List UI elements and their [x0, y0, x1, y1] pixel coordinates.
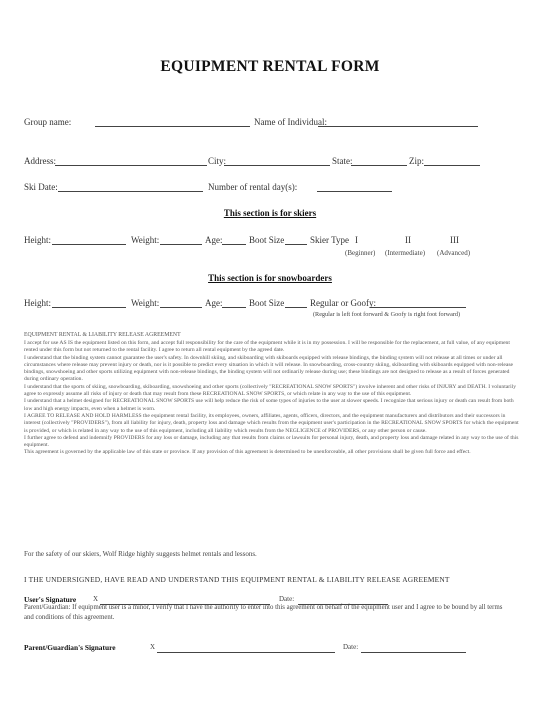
- users-signature-x: X: [93, 595, 99, 603]
- users-signature-label: User's Signature: [24, 595, 77, 604]
- acknowledgement: I THE UNDERSIGNED, HAVE READ AND UNDERSTAND THIS EQUIPMENT RENTAL & LIABILITY RELEASE AGREEMENT: [24, 575, 450, 584]
- guardian-date-label: Date:: [343, 643, 359, 651]
- state-label: State:: [332, 156, 353, 166]
- group-name-field[interactable]: [95, 126, 250, 127]
- guardian-authority-text: Parent/Guardian: If equipment user is a minor, I verify that I have the authority to enter into this agreement on behalf of the equipment user and I agree to be bound by all terms and conditions of this agreement.: [24, 604, 503, 621]
- agreement-paragraph: I understand that the binding system cannot guarantee the user's safety. In downhill skiing, and skiboarding with skiboards equipped with release bindings, the binding system will not release at all times or under all circumstances where release may prevent injury or death, nor is it possible to predict every situation in which it will release. In snowboarding, cross-country skiing, skiboarding with skiboards equipped with non-release bindings, snowshoeing and other sports utilizing equipment with non-release bindings, the binding system will not ordinarily release during use; these bindings are not designed to release as a result of forces generated during ordinary operation.: [24, 354, 514, 383]
- state-field[interactable]: [351, 165, 407, 166]
- skier-height-field[interactable]: [52, 244, 126, 245]
- address-field[interactable]: [55, 165, 207, 166]
- guardian-signature-field[interactable]: [157, 652, 335, 653]
- ski-date-field[interactable]: [58, 191, 203, 192]
- stance-label: Regular or Goofy:: [310, 298, 376, 308]
- group-name-label: Group name:: [24, 117, 72, 127]
- snowboarder-boot-size-label: Boot Size: [249, 298, 285, 308]
- individual-name-label: Name of Individual:: [254, 117, 327, 127]
- snowboarder-weight-label: Weight:: [131, 298, 160, 308]
- individual-name-field[interactable]: [318, 126, 478, 127]
- skier-level-3-name: (Advanced): [437, 249, 471, 257]
- ski-date-label: Ski Date:: [24, 182, 58, 192]
- city-label: City:: [208, 156, 227, 166]
- zip-field[interactable]: [424, 165, 480, 166]
- snowboarder-age-label: Age:: [205, 298, 223, 308]
- rental-days-label: Number of rental day(s):: [208, 182, 298, 192]
- users-date-label: Date:: [279, 595, 295, 603]
- skier-level-3[interactable]: III: [450, 235, 459, 245]
- agreement-paragraph: I understand that a helmet designed for RECREATIONAL SNOW SPORTS use will help reduce the risk of some types of injuries to the user at slower speeds. I recognize that serious injury or death can result from both low and high energy impacts, even when a helmet is worn.: [24, 398, 514, 412]
- zip-label: Zip:: [409, 156, 424, 166]
- snowboarder-weight-field[interactable]: [160, 307, 202, 308]
- snowboarder-height-field[interactable]: [52, 307, 126, 308]
- agreement-heading: EQUIPMENT RENTAL & LIABILITY RELEASE AGREEMENT: [24, 332, 181, 338]
- city-field[interactable]: [224, 165, 330, 166]
- stance-field[interactable]: [370, 307, 466, 308]
- lessons-note: For the safety of our skiers, Wolf Ridge highly suggests helmet rentals and lessons.: [24, 550, 257, 558]
- snowboarder-height-label: Height:: [24, 298, 51, 308]
- skier-boot-size-label: Boot Size: [249, 235, 285, 245]
- skier-level-2[interactable]: II: [405, 235, 411, 245]
- guardian-signature-x: X: [150, 643, 156, 651]
- skier-age-label: Age:: [205, 235, 223, 245]
- skier-level-1[interactable]: I: [355, 235, 358, 245]
- agreement-paragraph: I understand that the sports of skiing, snowboarding, skiboarding, snowshoeing and other sports (collectively "RECREATIONAL SNOW SPORTS") involve inherent and other risks of INJURY and DEATH. I voluntarily agree to expressly assume all risks of injury or death that may result from these RECREATIONAL SNOW SPORTS, or which relate in any way to the use of this equipment.: [24, 383, 517, 398]
- address-label: Address:: [24, 156, 56, 166]
- snowboarder-age-field[interactable]: [222, 307, 246, 308]
- guardian-date-field[interactable]: [361, 652, 466, 653]
- skier-level-2-name: (Intermediate): [385, 249, 426, 257]
- skier-boot-size-field[interactable]: [285, 244, 307, 245]
- agreement-paragraph: I AGREE TO RELEASE AND HOLD HARMLESS the equipment rental facility, its employees, owners, affiliates, agents, officers, directors, and the equipment manufacturers and distributors and their successors in interest (collectively "PROVIDERS"), from all liability for injury, death, property loss and damage which results from the equipment user's participation in the RECREATIONAL SNOW SPORTS for which the equipment is provided, or which is related in any way to the use of this equipment, including all liability which results from the NEGLIGENCE of PROVIDERS, or any other person or cause.: [24, 412, 519, 434]
- guardian-signature-label: Parent/Guardian's Signature: [24, 643, 116, 652]
- snowboarders-section-heading: This section is for snowboarders: [208, 273, 332, 283]
- agreement-paragraph: I accept for use AS IS the equipment listed on this form, and accept full responsibility for the care of the equipment while it is in my possession. I will be responsible for the replacement, at full value, of any equipment rented under this form but not returned to the rental facility. I agree to return all rental equipment by the agreed date.: [24, 340, 510, 354]
- agreement-paragraph: I further agree to defend and indemnify PROVIDERS for any loss or damage, including any that results from claims or lawsuits for personal injury, death, and property loss and damage related in any way to the use of this equipment.: [24, 434, 519, 449]
- agreement-body: [24, 340, 519, 457]
- rental-days-field[interactable]: [317, 191, 392, 192]
- stance-note: (Regular is left foot forward & Goofy is right foot forward): [313, 311, 461, 318]
- agreement-paragraph: This agreement is governed by the applicable law of this state or province. If any provision of this agreement is determined to be unenforceable, all other provisions shall be given full force and effect.: [24, 449, 471, 456]
- skier-level-1-name: (Beginner): [345, 249, 376, 257]
- skiers-section-heading: This section is for skiers: [223, 208, 317, 218]
- skier-height-label: Height:: [24, 235, 51, 245]
- skier-weight-label: Weight:: [131, 235, 160, 245]
- form-title: EQUIPMENT RENTAL FORM: [160, 58, 380, 75]
- skier-type-label: Skier Type: [310, 235, 349, 245]
- skier-age-field[interactable]: [222, 244, 246, 245]
- snowboarder-boot-size-field[interactable]: [285, 307, 307, 308]
- skier-weight-field[interactable]: [160, 244, 202, 245]
